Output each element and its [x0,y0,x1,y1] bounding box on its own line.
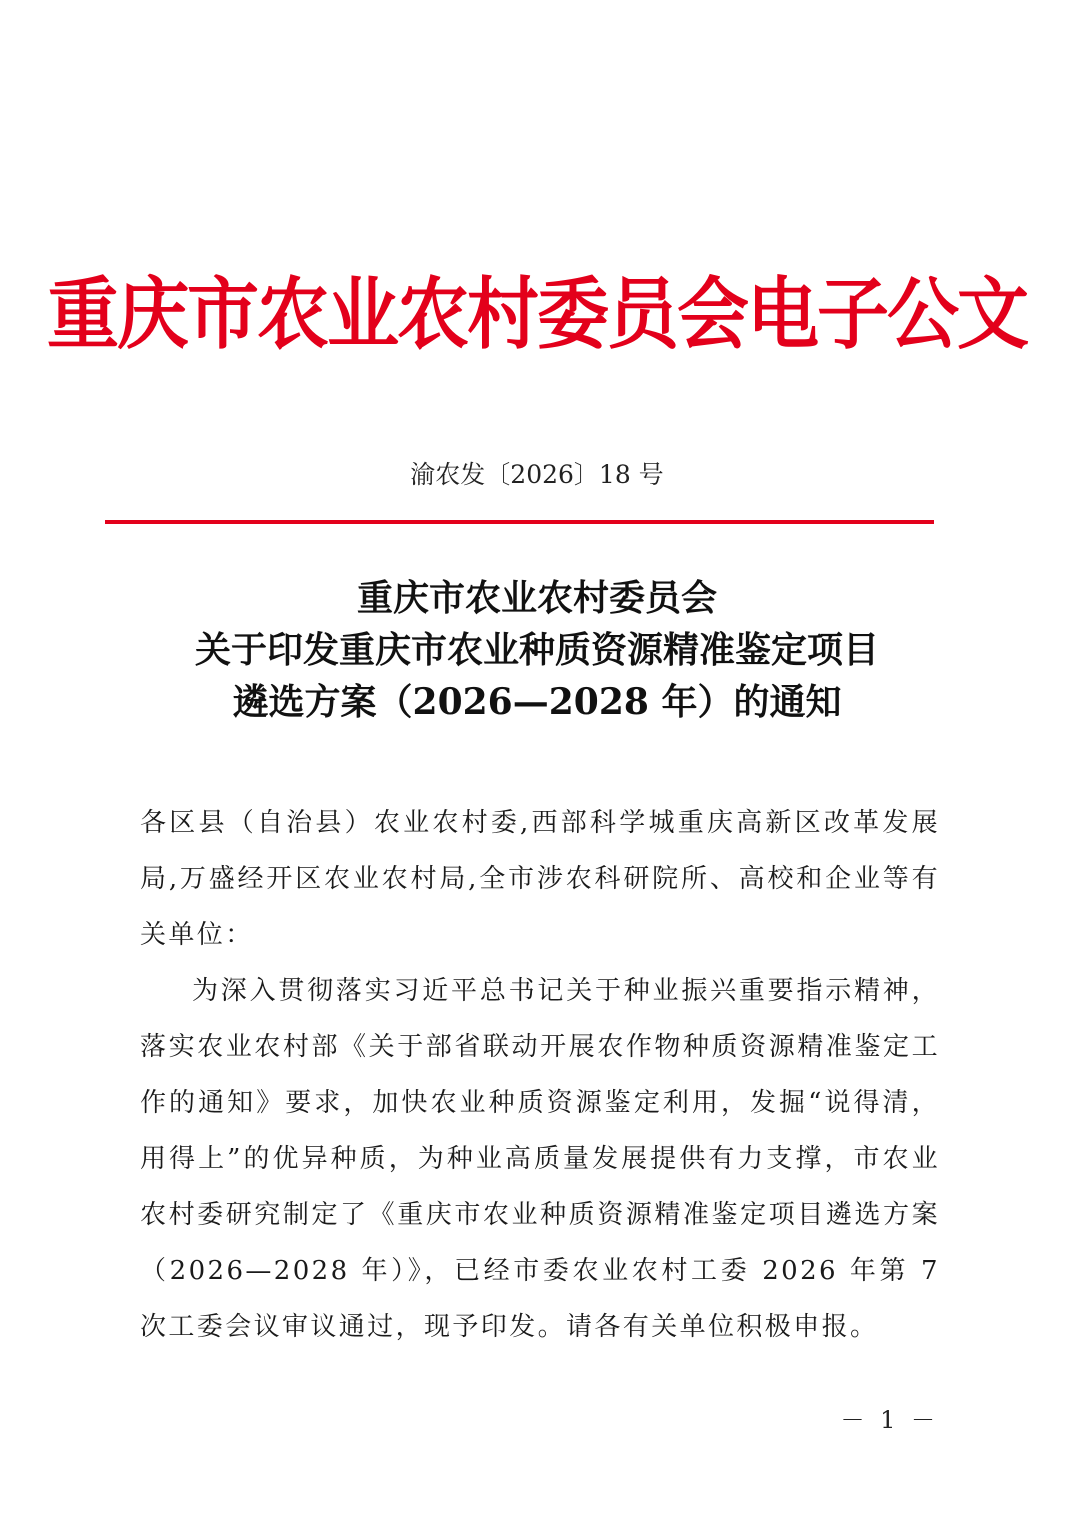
red-divider-line [105,520,934,524]
masthead-title: 重庆市农业农村委员会电子公文 [46,268,1027,360]
document-number: 渝农发〔2026〕18 号 [410,460,664,489]
title-line-2: 关于印发重庆市农业种质资源精准鉴定项目 [194,629,879,671]
title-line-3: 遴选方案（2026—2028 年）的通知 [232,681,842,723]
title-line-1: 重庆市农业农村委员会 [356,577,717,619]
document-body [140,795,940,1355]
recipients-paragraph: 各区县（自治县）农业农村委,西部科学城重庆高新区改革发展局,万盛经开区农业农村局,全市涉农科研院所、高校和企业等有关单位： [140,808,940,950]
document-title [60,572,1014,728]
page-number: － 1 － [840,1406,939,1434]
body-paragraph-1: 为深入贯彻落实习近平总书记关于种业振兴重要指示精神，落实农业农村部《关于部省联动开展农作物种质资源精准鉴定工作的通知》要求，加快农业种质资源鉴定利用，发掘“说得清，用得上”的优异种质，为种业高质量发展提供有力支撑，市农业农村委研究制定了《重庆市农业种质资源精准鉴定项目遴选方案（2026—2028 年）》，已经市委农业农村工委 2026 年第 7 次工委会议审议通过，现予印发。请各有关单位积极申报。 [140,976,940,1342]
